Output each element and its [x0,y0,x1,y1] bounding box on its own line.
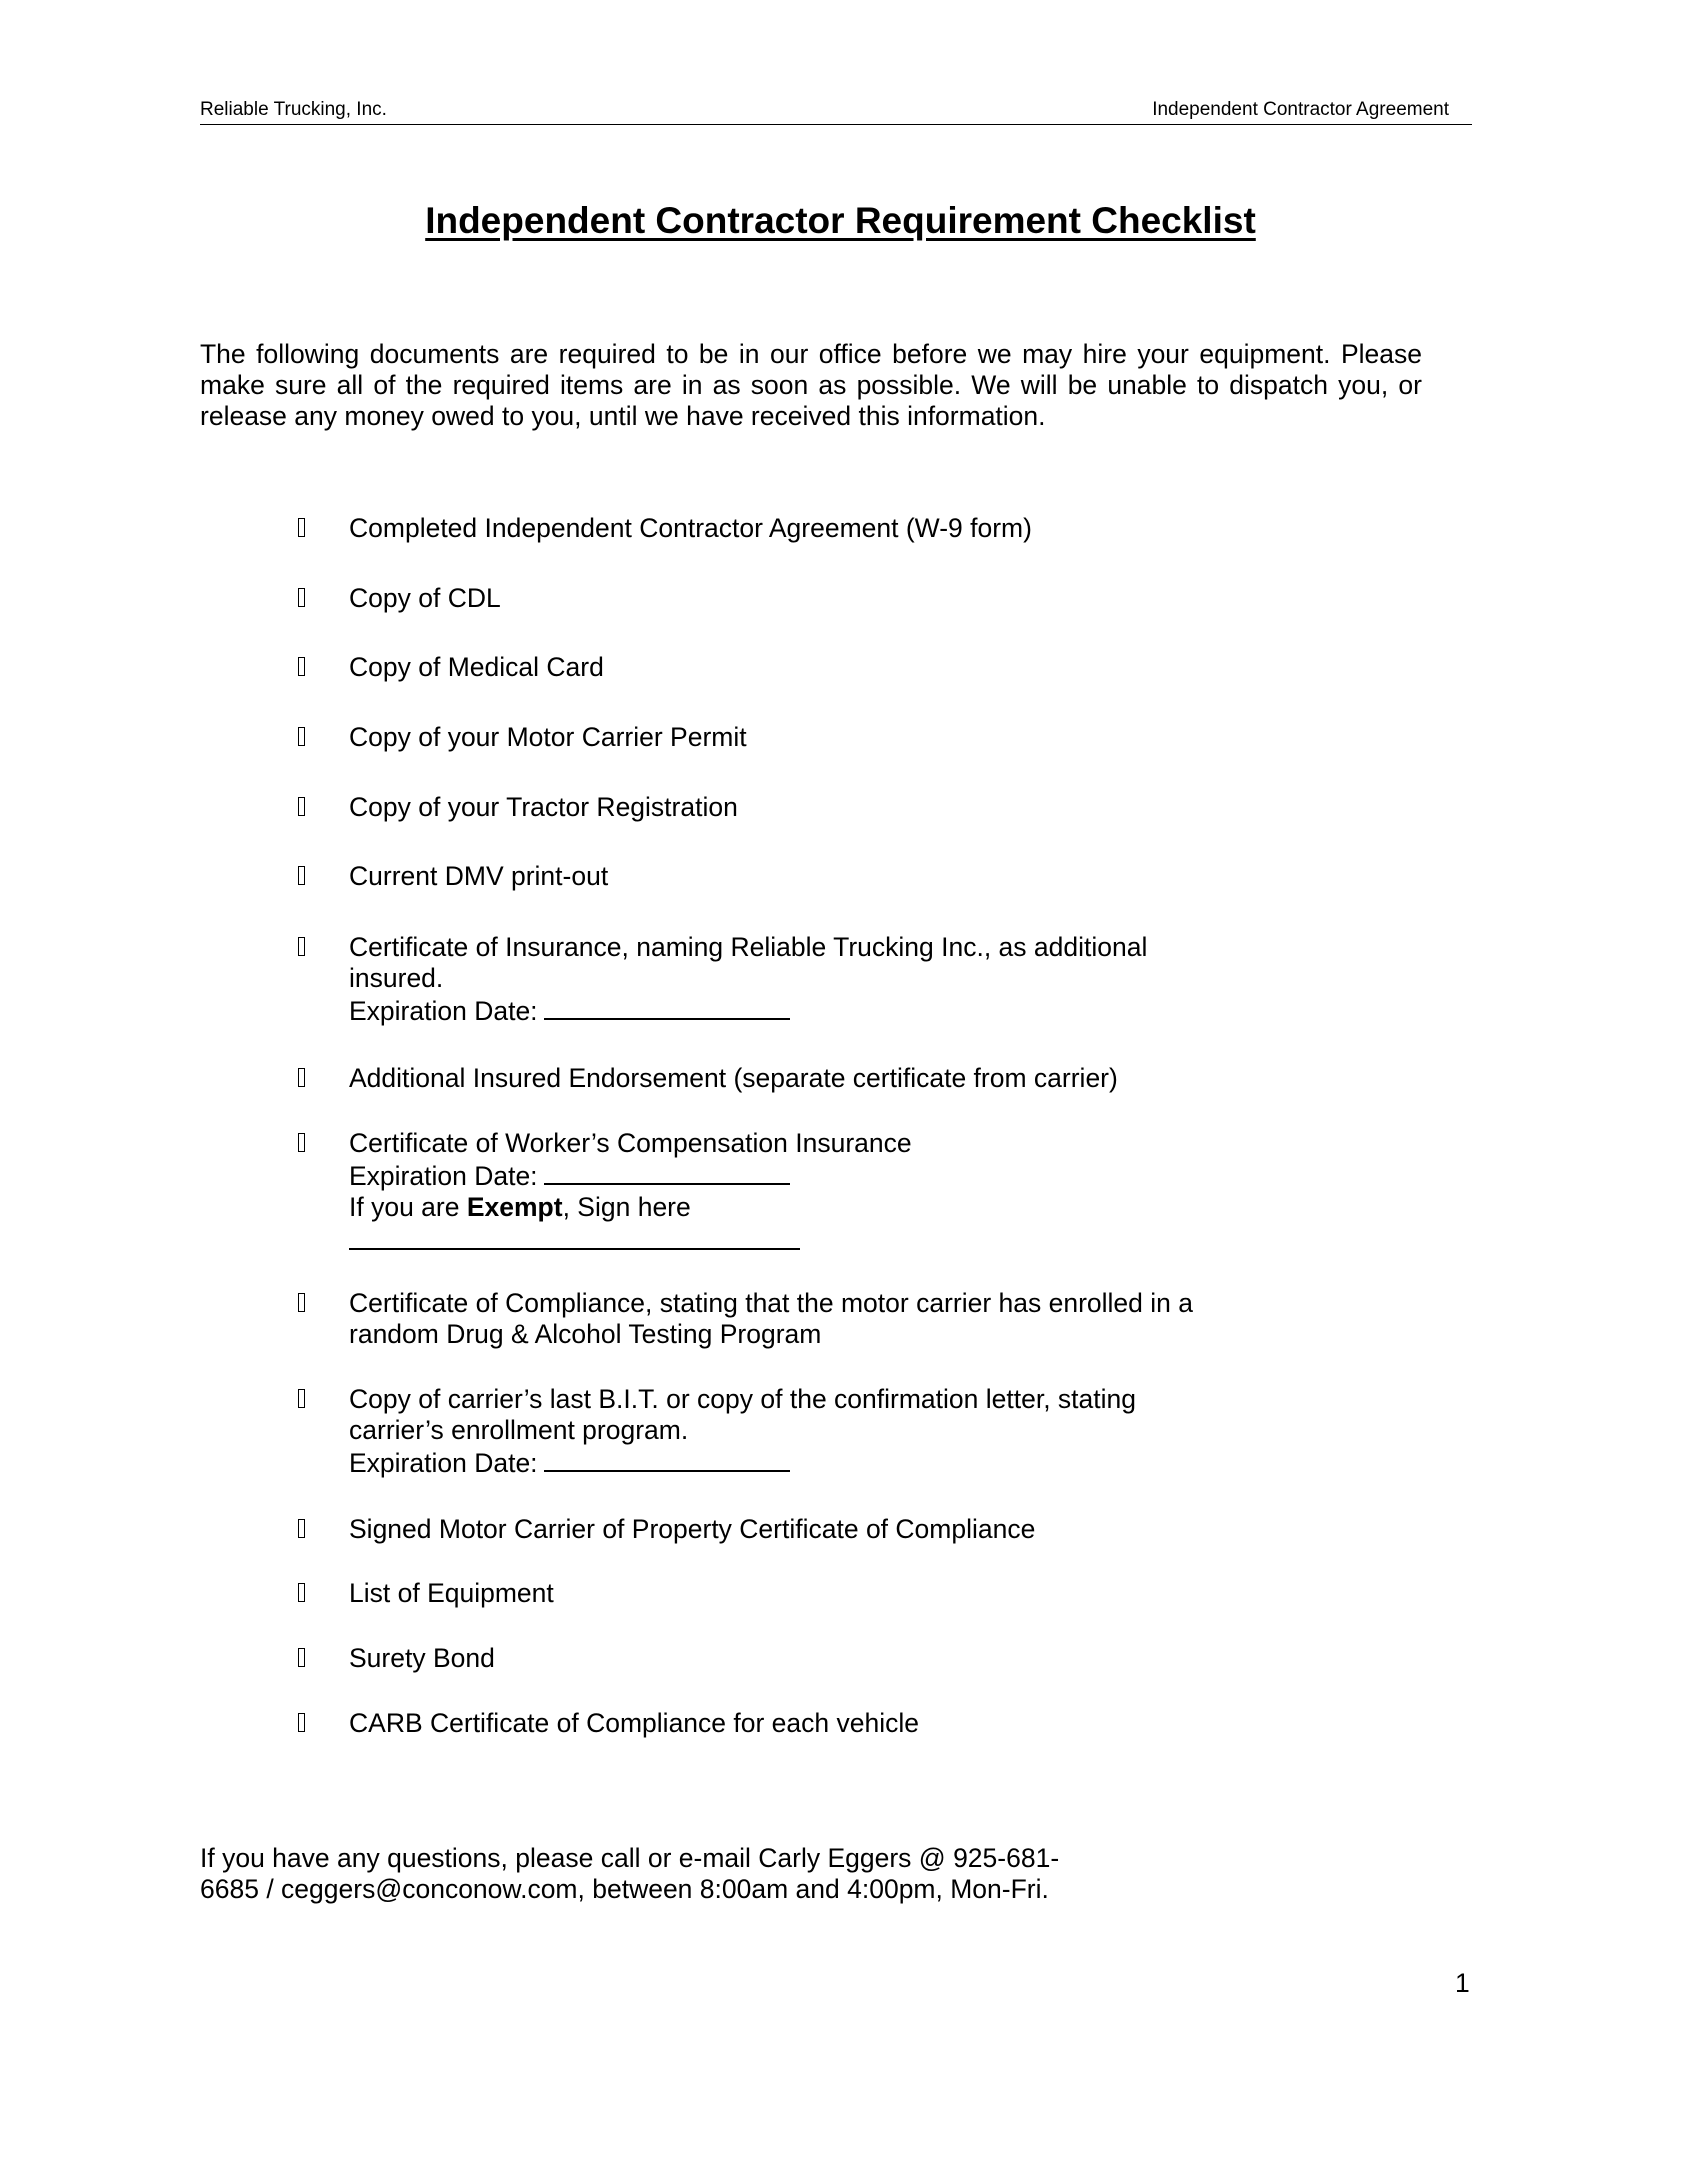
exempt-keyword: Exempt [466,1192,563,1222]
expiration-date-row [349,1159,1249,1192]
expiration-date-label: Expiration Date: [349,1448,538,1478]
checklist-item-line: Certificate of Compliance, stating that the motor carrier has enrolled in a [349,1288,1193,1318]
checkbox-icon[interactable] [298,1583,305,1602]
checkbox-icon[interactable] [298,727,305,746]
checklist-item-text [349,792,1249,823]
checklist-item-line: insured. [349,963,444,993]
checkbox-icon[interactable] [298,1389,305,1408]
checklist-item-text [349,1063,1249,1094]
checklist-item-text [349,513,1249,544]
page-number: 1 [1455,1968,1470,1998]
exempt-text-post: , Sign here [562,1192,691,1222]
intro-line: you, or release any money owed to you, until we have received this information. [200,370,1422,431]
checkbox-icon[interactable] [298,1293,305,1312]
checklist-item-text [349,1288,1249,1350]
page-header [200,98,1472,125]
checklist-item-text [349,1514,1249,1545]
exempt-signature-field[interactable] [349,1223,800,1250]
checklist-item-line: random Drug & Alcohol Testing Program [349,1319,822,1349]
checkbox-icon[interactable] [298,937,305,956]
expiration-date-field[interactable] [544,1446,790,1472]
checklist-item-line: Signed Motor Carrier of Property Certificate of Compliance [349,1514,1036,1544]
checklist-item-line: Additional Insured Endorsement (separate certificate from carrier) [349,1063,1118,1093]
checklist-item-line: Copy of carrier’s last B.I.T. or copy of the confirmation letter, stating [349,1384,1137,1414]
checklist-item-line: Surety Bond [349,1643,495,1673]
checklist-item-text [349,861,1249,892]
checklist-item-line: Completed Independent Contractor Agreement (W-9 form) [349,513,1032,543]
intro-line: The following documents are required to be in our office before we may hire your equipment. [200,339,1331,369]
checklist-item-text [349,1384,1249,1479]
expiration-date-label: Expiration Date: [349,1161,538,1191]
expiration-date-row [349,1446,1249,1479]
checklist-item-text [349,932,1249,1027]
intro-paragraph [200,339,1422,432]
checklist-item-line: Certificate of Worker’s Compensation Insurance [349,1128,912,1158]
checklist-item-text [349,722,1249,753]
checkbox-icon[interactable] [298,518,305,537]
contact-line: If you have any questions, please call or e-mail Carly Eggers @ 925-681- [200,1843,1060,1873]
exempt-sign-row [349,1192,1249,1223]
checklist-item-line: Copy of Medical Card [349,652,604,682]
checkbox-icon[interactable] [298,1648,305,1667]
expiration-date-label: Expiration Date: [349,996,538,1026]
contact-line: 6685 / ceggers@conconow.com, between 8:00am and 4:00pm, Mon-Fri. [200,1874,1049,1904]
checklist-item-text [349,1708,1249,1739]
header-document-name: Independent Contractor Agreement [1152,99,1449,120]
checkbox-icon[interactable] [298,797,305,816]
checkbox-icon[interactable] [298,1713,305,1732]
checklist-item-line: Copy of CDL [349,583,501,613]
checklist-item-text [349,1578,1249,1609]
intro-line: Please make sure all of the required items are in as soon as possible. We will be unable to dispatch [200,339,1422,400]
checkbox-icon[interactable] [298,1133,305,1152]
checklist-item-line: CARB Certificate of Compliance for each vehicle [349,1708,919,1738]
header-company-name: Reliable Trucking, Inc. [200,99,387,120]
checklist-item-line: Certificate of Insurance, naming Reliable Trucking Inc., as additional [349,932,1148,962]
exempt-text-pre: If you are [349,1192,467,1222]
checklist-item-text [349,583,1249,614]
page-title: Independent Contractor Requirement Checklist [425,200,1256,241]
expiration-date-field[interactable] [544,1159,790,1185]
checkbox-icon[interactable] [298,657,305,676]
checklist-item-line: Current DMV print-out [349,861,609,891]
checklist-item-line: List of Equipment [349,1578,554,1608]
checklist-item-text [349,1128,1249,1250]
expiration-date-row [349,994,1249,1027]
checkbox-icon[interactable] [298,1519,305,1538]
checkbox-icon[interactable] [298,1068,305,1087]
contact-info [200,1843,1140,1905]
checkbox-icon[interactable] [298,866,305,885]
checkbox-icon[interactable] [298,588,305,607]
checklist-item-text [349,652,1249,683]
checklist-item-line: Copy of your Tractor Registration [349,792,738,822]
checklist-item-line: Copy of your Motor Carrier Permit [349,722,747,752]
checklist-item-text [349,1643,1249,1674]
checklist-item-line: carrier’s enrollment program. [349,1415,689,1445]
expiration-date-field[interactable] [544,994,790,1020]
